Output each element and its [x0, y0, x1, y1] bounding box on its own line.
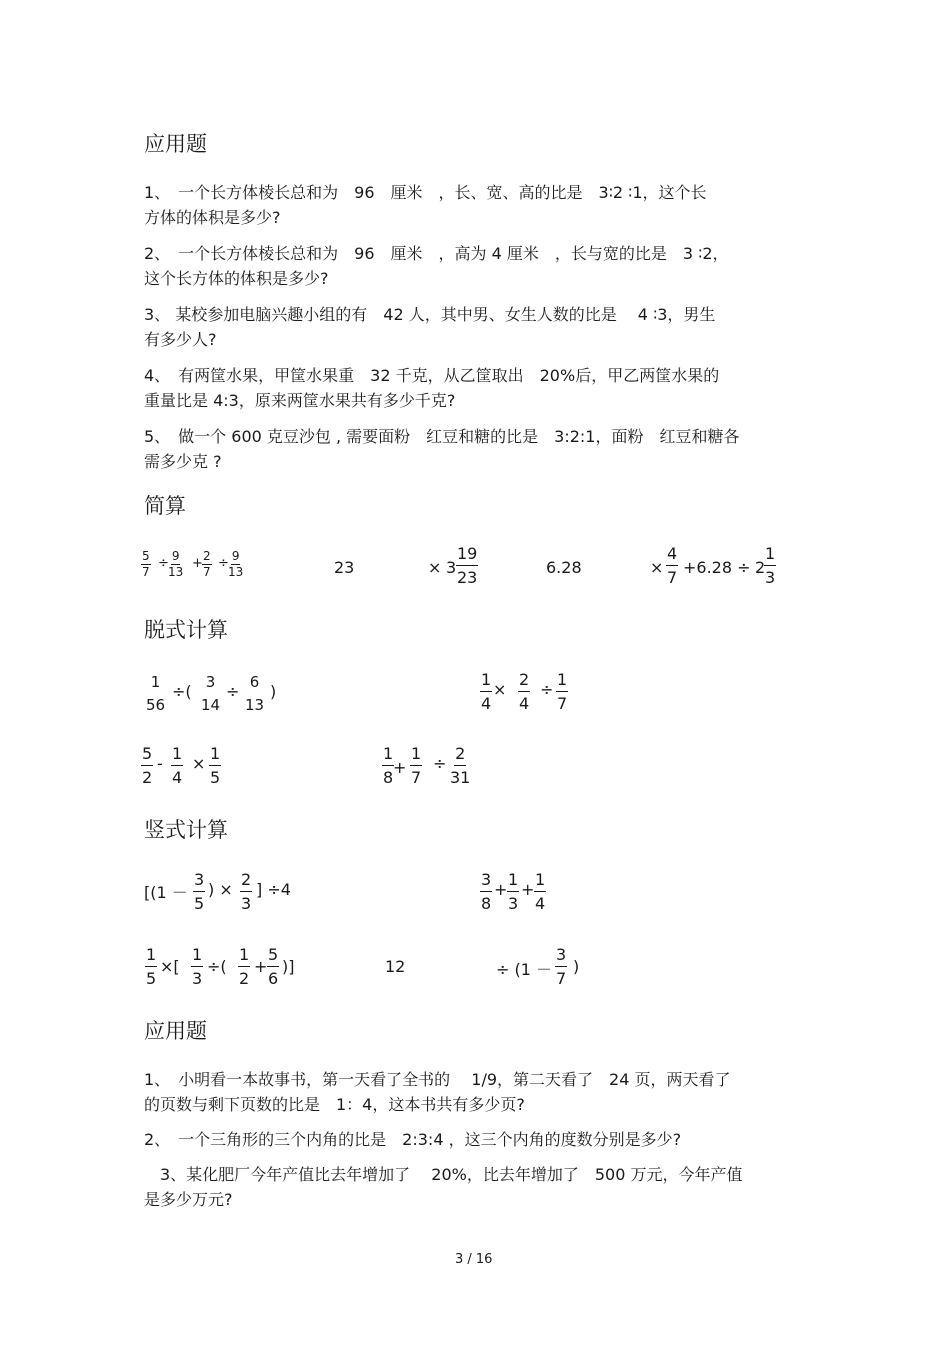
- fraction: 1 56: [146, 673, 166, 714]
- fraction: 2 3: [241, 870, 252, 913]
- section-heading-application-2: 应用题: [144, 1019, 207, 1043]
- fraction: 2 4: [519, 670, 530, 713]
- problem-1-line-2: 方体的体积是多少?: [144, 208, 281, 227]
- problem-2-1-line-2: 的页数与剩下页数的比是 1：4，这本书共有多少页?: [144, 1095, 525, 1114]
- fraction: 2 7: [203, 549, 211, 579]
- section-heading-step-calc: 脱式计算: [144, 618, 228, 642]
- fraction: 1 3: [508, 870, 519, 913]
- problem-5-line-2: 需多少克 ?: [144, 452, 222, 471]
- problem-2-3-line-1: 3、某化肥厂今年产值比去年增加了 20%，比去年增加了 500 万元，今年产值: [144, 1165, 743, 1184]
- section-heading-simple: 简算: [144, 494, 186, 518]
- problem-1-line-1: 1、 一个长方体棱长总和为 96 厘米 ，长、宽、高的比是 3∶2 ∶1，这个长: [144, 183, 707, 202]
- fraction: 5 7: [142, 549, 150, 579]
- fraction: 1 3: [192, 945, 203, 988]
- page-number: 3 / 16: [455, 1252, 493, 1267]
- fraction: 1 5: [210, 744, 221, 787]
- problem-2-2-line-1: 2、 一个三角形的三个内角的比是 2:3:4 ，这三个内角的度数分别是多少?: [144, 1130, 682, 1149]
- fraction: 3 14: [201, 673, 221, 714]
- problem-4-line-2: 重量比是 4:3，原来两筐水果共有多少千克?: [144, 391, 456, 410]
- problem-3-line-1: 3、 某校参加电脑兴趣小组的有 42 人，其中男、女生人数的比是 4 ∶3，男生: [144, 305, 716, 324]
- fraction: 1 8: [383, 744, 394, 787]
- fraction: 19 23: [457, 544, 478, 587]
- fraction: 6 13: [245, 673, 265, 714]
- fraction: 1 4: [535, 870, 546, 913]
- fraction: 1 3: [765, 544, 776, 587]
- problem-2-line-1: 2、 一个长方体棱长总和为 96 厘米 ，高为 4 厘米 ，长与宽的比是 3 ∶2，: [144, 244, 729, 263]
- problem-5-line-1: 5、 做一个 600 克豆沙包 , 需要面粉 红豆和糖的比是 3:2:1，面粉 红豆和糖各: [144, 427, 740, 446]
- fraction: 4 7: [667, 544, 678, 587]
- fraction: 3 5: [194, 870, 205, 913]
- fraction: 1 2: [239, 945, 250, 988]
- problem-4-line-1: 4、 有两筐水果，甲筐水果重 32 千克，从乙筐取出 20%后，甲乙两筐水果的: [144, 366, 720, 385]
- fraction: 1 4: [172, 744, 183, 787]
- fraction: 2 31: [450, 744, 471, 787]
- fraction: 1 7: [557, 670, 568, 713]
- fraction: 5 6: [268, 945, 279, 988]
- problem-2-3-line-2: 是多少万元?: [144, 1190, 233, 1209]
- section-heading-application: 应用题: [144, 132, 207, 156]
- fraction: 9 13: [228, 549, 244, 579]
- fraction: 9 13: [168, 549, 184, 579]
- problem-2-1-line-1: 1、 小明看一本故事书，第一天看了全书的 1/9，第二天看了 24 页，两天看了: [144, 1070, 731, 1089]
- fraction: 1 4: [481, 670, 492, 713]
- section-heading-vertical-calc: 竖式计算: [144, 818, 228, 842]
- problem-3-line-2: 有多少人?: [144, 330, 217, 349]
- fraction: 5 2: [142, 744, 153, 787]
- fraction: 1 5: [146, 945, 157, 988]
- problem-2-line-2: 这个长方体的体积是多少?: [144, 269, 329, 288]
- fraction: 3 8: [481, 870, 492, 913]
- fraction: 1 7: [411, 744, 422, 787]
- fraction: 3 7: [556, 945, 567, 988]
